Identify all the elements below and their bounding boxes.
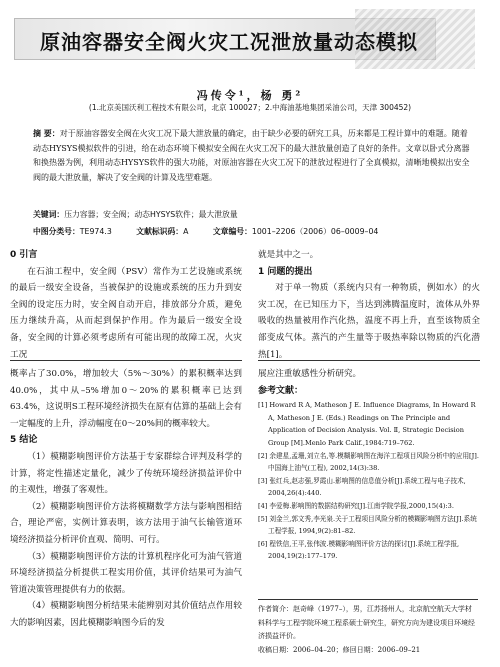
left-bottom-column: [10, 366, 242, 632]
authors: 冯传令¹，杨 勇²: [196, 89, 304, 102]
keywords: 压力容器；安全阀；动态HYSYS软件；最大泄放量: [64, 210, 238, 219]
article-id-value: 1001–2206（2006）06–0009–04: [251, 227, 379, 236]
left-divider: [10, 360, 242, 361]
reference-item: [4] 李爱梅.影响图的数据结构研究[J].江南学院学报,2000,15(4):3.: [258, 501, 454, 510]
right-bottom-lead: 展应注重敏感性分析研究。: [258, 369, 362, 379]
reference-item: [1] Howard R A, Matheson J E. Influence Diagrams, In Howard R A, Matheson J E. (Eds.) Readings on The Principle and Application of Decision Analysis. Vol. Ⅱ, Strategic Decision Group [M].Menlo Park Calif.,1984:719–762.: [258, 401, 476, 447]
clc-value: TE974.3: [79, 227, 112, 236]
received-date: 收稿日期：2006–04–20；修回日期：2006–09–21: [258, 645, 421, 654]
section-problem-heading: 1 问题的提出: [258, 266, 313, 277]
right-top-column: [258, 247, 480, 363]
conclusion-item: （3）模糊影响图评价方法的计算机程序化可为油气管道环境经济损益分析提供工程实用价值，其评价结果可为油气管道决策管理提供有力的依据。: [10, 551, 242, 595]
intro-paragraph: 在石油工程中，安全阀（PSV）常作为工艺设施或系统的最后一级安全设备，当被保护的设施或系统的压力升到安全阀的设定压力时，安全阀自动开启，排放部分介质，避免压力继续升高，从而起到保护作用。作为最后一级安全设备，安全阀的计算必须考虑所有可能出现的故障工况，火灾工况: [10, 266, 242, 360]
probability-paragraph: 概率占了30.0%，增加较大（5%～30%）的累积概率达到40.0%，其中从–5%增加0～20%的累积概率已达到63.4%，这说明S工程环境经济损失在原有估算的基础上会有一定幅度的上升，浮动幅度在0～20%间的概率较大。: [10, 369, 242, 429]
section-intro-heading: 0 引言: [10, 250, 38, 260]
section-conclusion-heading: 5 结论: [10, 435, 38, 446]
reference-item: [6] 程铁信,王平,张伟波.模糊影响图评价方法的探讨[J].系统工程学报, 2004,19(2):177–179.: [258, 539, 460, 561]
left-top-column: [10, 247, 242, 363]
conclusion-item: （2）模糊影响图评价方法将模糊数学方法与影响图相结合，理论严密，实例计算表明，该方法用于油气长输管道环境经济损益分析评价直观、简明、可行。: [10, 501, 242, 545]
right-lead-text: 就是其中之一。: [258, 250, 319, 260]
reference-item: [5] 刘金兰,郭文秀,李光泉.关于工程项目风险分析的模糊影响图方法[J].系统工程学报, 1994,9(2):81–82.: [258, 514, 477, 536]
problem-paragraph: 对于单一物质（系统内只有一种物质，例如水）的火灾工况，在已知压力下，当达到沸腾温度时，流体从外界吸收的热量被用作汽化热，温度不再上升，直至该物质全部变成气体。蒸汽的产生量等于吸热率除以物质的汽化潜热[1]。: [258, 283, 480, 360]
clc-label: 中图分类号：: [33, 227, 80, 236]
right-divider: [258, 360, 480, 361]
conclusion-item: （1）模糊影响图评价方法基于专家群综合评判及科学的计算，将定性描述定量化，减少了传统环境经济损益评价中的主观性，增强了客观性。: [10, 451, 242, 496]
footer-notes: [258, 603, 478, 657]
abstract-label: 摘 要：: [33, 129, 60, 138]
doc-code-value: A: [183, 227, 189, 236]
footer-divider: [258, 599, 478, 600]
paper-title: 原油容器安全阀火灾工况泄放量动态模拟: [40, 30, 418, 54]
reference-item: [3] 张红兵,赵志强,罗霞山.影响图的信息值分析[J].系统工程与电子技术, 2004,26(4):440.: [258, 476, 466, 498]
classification-line: [33, 226, 378, 237]
article-id-label: 文章编号：: [212, 227, 252, 236]
keywords-label: 关键词：: [33, 210, 65, 219]
author-bio: 作者简介：赵奇峰（1977–），男，江苏扬州人，北京航空航天大学材料科学与工程学院环境工程系硕士研究生，研究方向为建设项目环境经济损益评价。: [258, 605, 475, 640]
abstract: [33, 127, 473, 185]
affiliation: (1.北京美国沃利工程技术有限公司，北京 100027；2.中海油基地集团采油公司，天津 300452): [88, 103, 412, 112]
references-heading: 参考文献：: [258, 385, 304, 396]
keywords-line: [33, 209, 238, 220]
abstract-text: 对于原油容器安全阀在火灾工况下最大泄放量的确定，由于缺少必要的研究工具，历来都是工程计算中的难题。随着动态HYSYS模拟软件的引进，给在动态环境下模拟安全阀在火灾工况下的最大泄放量创造了良好的条件。文章以卧式分离器和换热器为例，利用动态HYSYS软件的强大功能，对原油容器在火灾工况下的泄放过程进行了全真模拟，清晰地模拟出安全阀的最大泄放量，解决了安全阀的计算及选型难题。: [33, 129, 470, 182]
doc-code-label: 文献标识码：: [136, 227, 184, 236]
conclusion-item: （4）模糊影响图分析结果未能辨别对其价值结点作用较大的影响因素，因此模糊影响图今后的发: [10, 601, 242, 628]
right-bottom-column: [258, 366, 480, 563]
reference-item: [2] 余建星,孟珊,刘立名,等.模糊影响图在海洋工程项目风险分析中的应用[J].中国海上油气(工程), 2002,14(3):38.: [258, 451, 479, 473]
